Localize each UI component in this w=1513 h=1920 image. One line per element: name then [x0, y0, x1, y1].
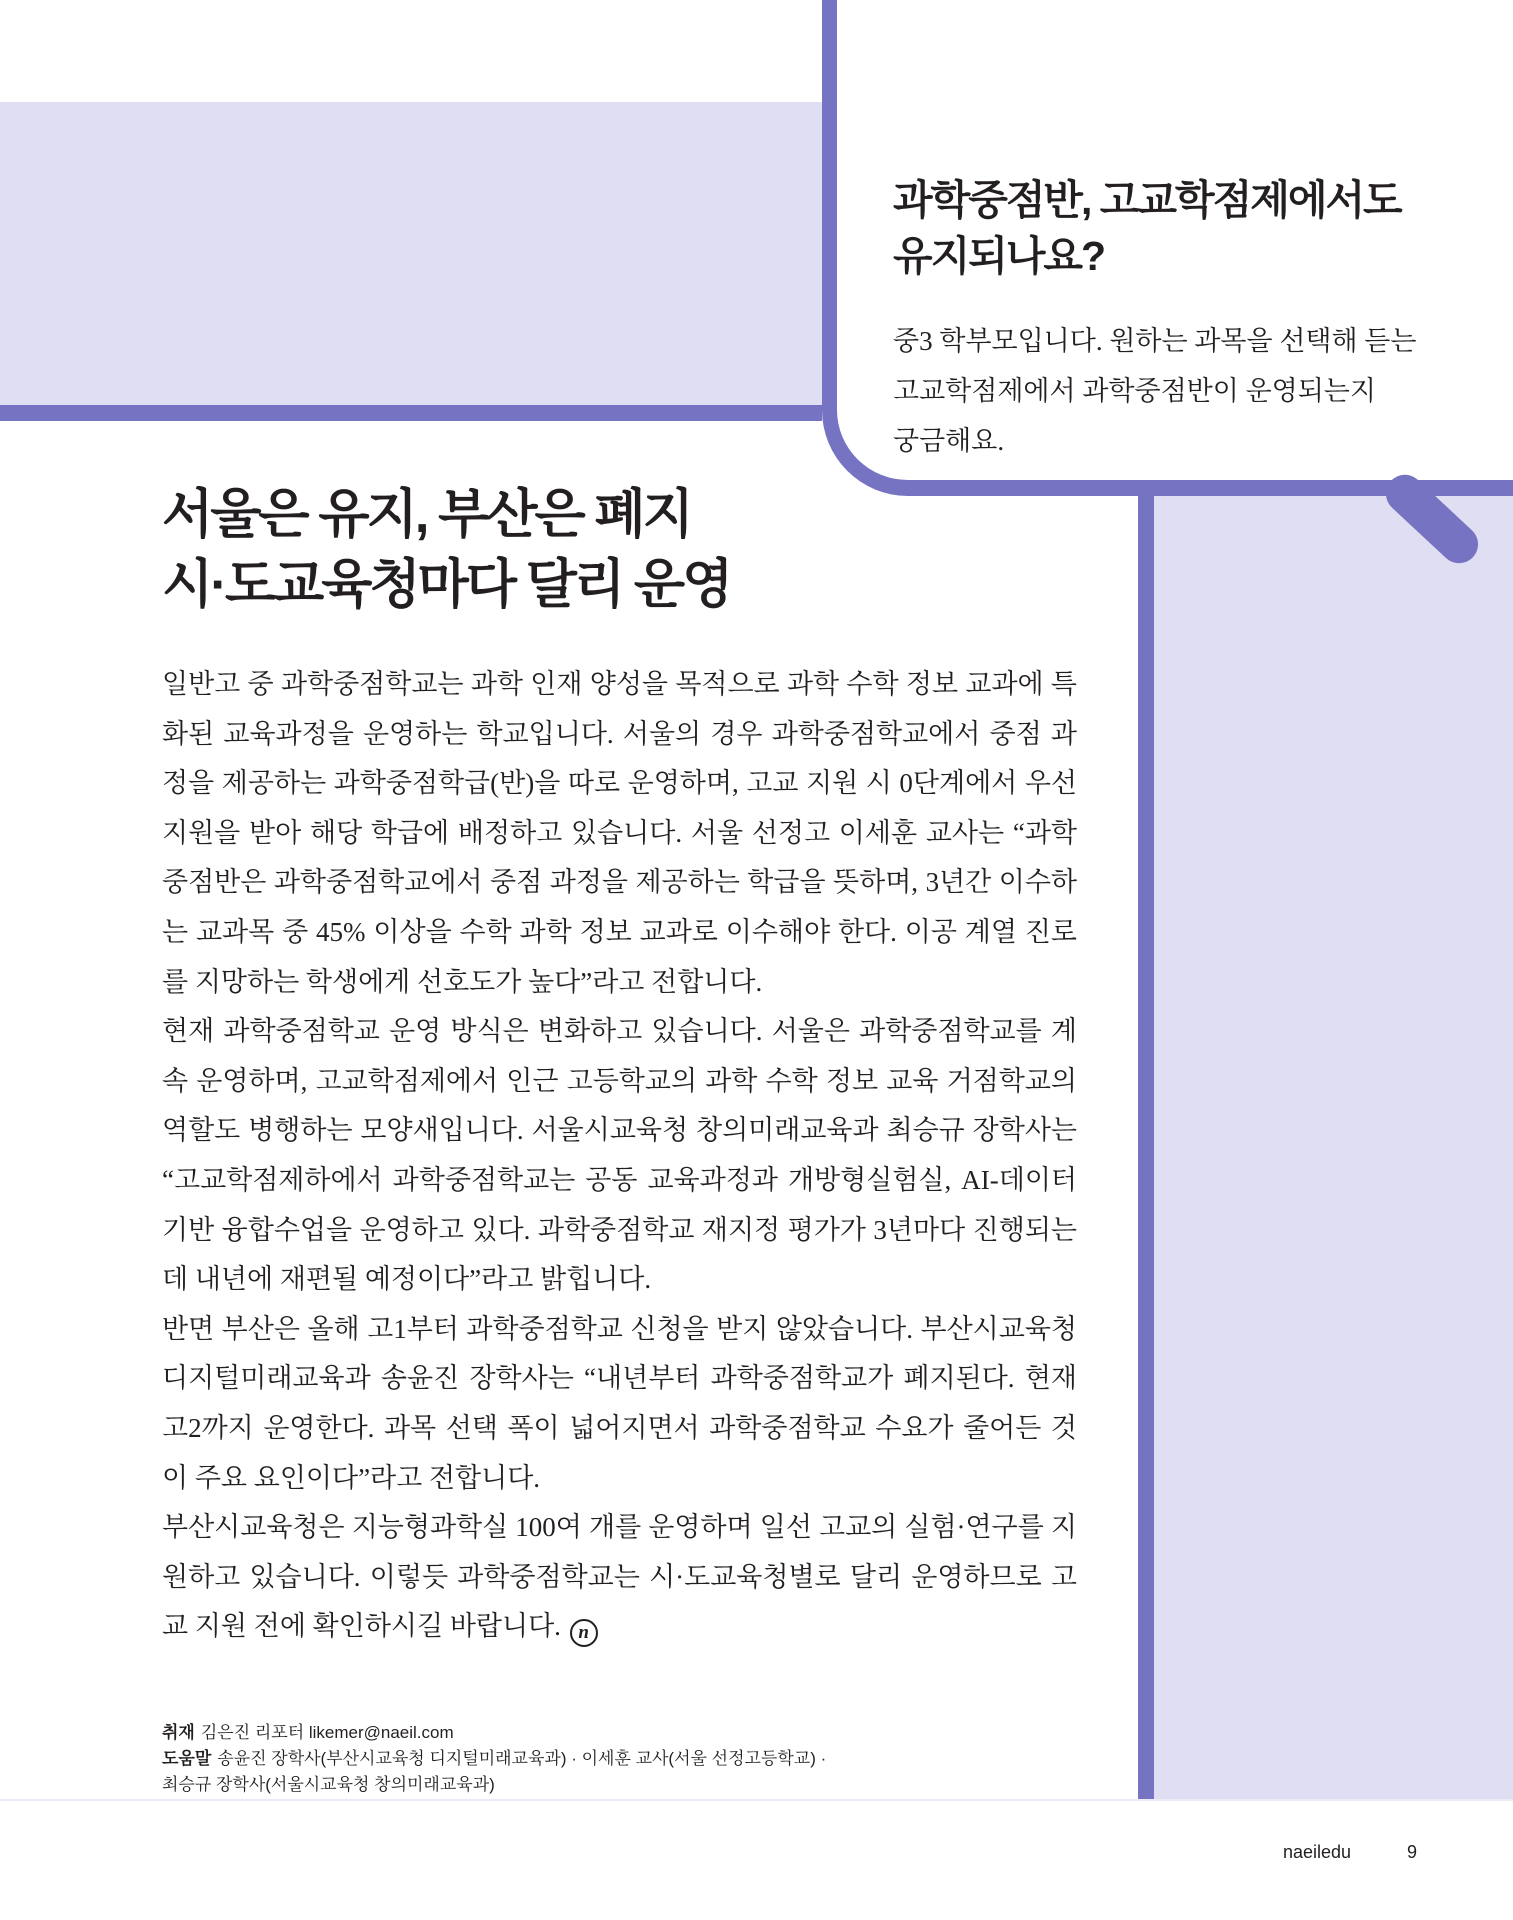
credit-reporting: [162, 1720, 962, 1746]
headline-line: 서울은 유지, 부산은 폐지: [162, 485, 691, 544]
article-paragraph-text: 부산시교육청은 지능형과학실 100여 개를 운영하며 일선 고교의 실험·연구를 지원하고 있습니다. 이렇듯 과학중점학교는 시·도교육청별로 달리 운영하므로 고교 지원 전에 확인하시길 바랍니다.: [162, 1512, 1077, 1642]
article-paragraph: 현재 과학중점학교 운영 방식은 변화하고 있습니다. 서울은 과학중점학교를 계속 운영하며, 고교학점제에서 인근 고등학교의 과학 수학 정보 교육 거점학교의 역할도 병행하는 모양새입니다. 서울시교육청 창의미래교육과 최승규 장학사는 “고교학점제하에서 과학중점학교는 공동 교육과정과 개방형실험실, AI-데이터 기반 융합수업을 운영하고 있다. 과학중점학교 재지정 평가가 3년마다 진행되는데 내년에 재편될 예정이다”라고 밝힙니다.: [162, 1016, 1077, 1295]
question-body: [893, 316, 1453, 466]
article-paragraph: 반면 부산은 올해 고1부터 과학중점학교 신청을 받지 않았습니다. 부산시교육청 디지털미래교육과 송윤진 장학사는 “내년부터 과학중점학교가 폐지된다. 현재 고2까지 운영한다. 과목 선택 폭이 넓어지면서 과학중점학교 수요가 줄어든 것이 주요 요인이다”라고 전합니다.: [162, 1313, 1077, 1493]
footer-brand: naeiledu: [1283, 1842, 1352, 1862]
left-tint-band: [0, 102, 822, 415]
page-number: 9: [1407, 1842, 1418, 1862]
question-title: [893, 172, 1453, 284]
credit-reporting-label: 취재: [162, 1723, 195, 1742]
credit-reporting-text: 김은진 리포터 likemer@naeil.com: [200, 1723, 454, 1742]
credit-help: [162, 1746, 962, 1772]
credit-help-label: 도움말: [162, 1749, 212, 1768]
credits: [162, 1720, 962, 1798]
question-body-line: 궁금해요.: [893, 426, 1005, 456]
question-body-line: 중3 학부모입니다. 원하는 과목을 선택해 듣는: [893, 326, 1417, 356]
footer-divider: [0, 1799, 1513, 1801]
article-paragraph: 일반고 중 과학중점학교는 과학 인재 양성을 목적으로 과학 수학 정보 교과에 특화된 교육과정을 운영하는 학교입니다. 서울의 경우 과학중점학교에서 중점 과정을 제공하는 과학중점학급(반)을 따로 운영하며, 고교 지원 시 0단계에서 우선 지원을 받아 해당 학급에 배정하고 있습니다. 서울 선정고 이세훈 교사는 “과학중점반은 과학중점학교에서 중점 과정을 제공하는 학급을 뜻하며, 3년간 이수하는 교과목 중 45% 이상을 수학 과학 정보 교과로 이수해야 한다. 이공 계열 진로를 지망하는 학생에게 선호도가 높다”라고 전합니다.: [162, 669, 1077, 997]
end-mark-icon: n: [570, 1619, 598, 1647]
right-tint-column: [1138, 496, 1513, 1801]
credit-help-continued: 최승규 장학사(서울시교육청 창의미래교육과): [162, 1775, 495, 1794]
left-accent-line: [0, 405, 822, 421]
question-title-line: 유지되나요?: [893, 233, 1105, 279]
article-paragraph: [162, 1503, 1077, 1652]
question-body-line: 고교학점제에서 과학중점반이 운영되는지: [893, 376, 1376, 406]
headline-line: 시·도교육청마다 달리 운영: [162, 555, 731, 614]
article-body: [162, 660, 1077, 1652]
answer-headline: [162, 480, 922, 620]
question-title-line: 과학중점반, 고교학점제에서도: [893, 177, 1401, 223]
credit-help-text: 송윤진 장학사(부산시교육청 디지털미래교육과) · 이세훈 교사(서울 선정고등학교) ·: [217, 1749, 827, 1768]
